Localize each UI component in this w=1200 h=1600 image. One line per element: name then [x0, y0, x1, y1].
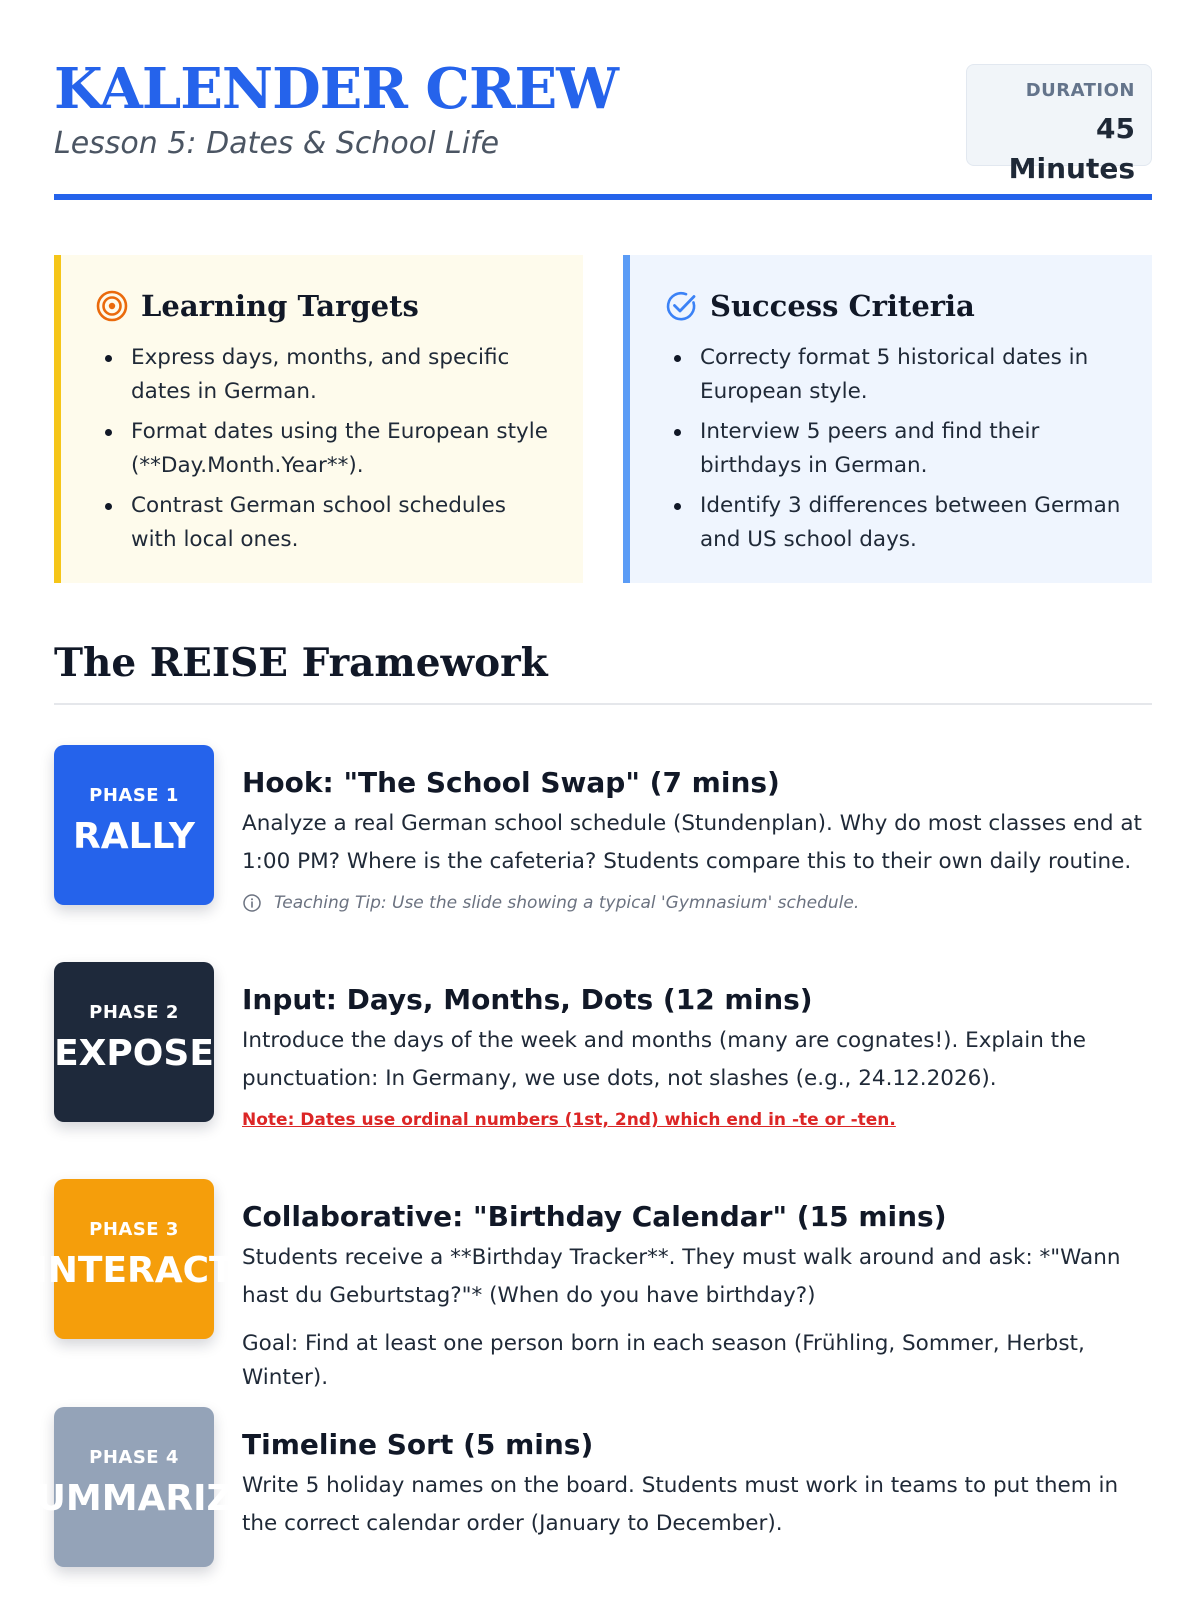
phase-name: SUMMARIZE	[10, 1478, 258, 1519]
lesson-subtitle: Lesson 5: Dates & School Life	[54, 126, 500, 161]
phase-content	[242, 1199, 1152, 1395]
phase-number: PHASE 1	[89, 785, 179, 806]
lesson-plan-page	[10, 0, 1152, 1600]
phase-description: Analyze a real German school schedule (Stundenplan). Why do most classes end at 1:00 PM? Where is the cafeteria? Students compare this to their own daily routine.	[242, 811, 1142, 874]
list-item: Express days, months, and specific dates in German.	[95, 341, 557, 409]
phase-goal: Goal: Find at least one person born in each season (Frühling, Sommer, Herbst, Winter).	[242, 1331, 1085, 1390]
page-title: KALENDER CREW	[54, 56, 619, 122]
list-item: Contrast German school schedules with local ones.	[95, 489, 557, 557]
header-divider	[54, 194, 1152, 200]
duration-card	[966, 64, 1152, 185]
list-item: Identify 3 differences between German and US school days.	[664, 489, 1126, 557]
framework-divider	[54, 703, 1152, 705]
list-item: Correcty format 5 historical dates in European style.	[664, 341, 1126, 409]
check-circle-icon	[664, 289, 698, 323]
phase-badge-interact	[34, 1179, 234, 1339]
phase-name: EXPOSE	[54, 1033, 214, 1074]
phase-name: INTERACT	[34, 1250, 234, 1291]
phase-badge-rally	[54, 745, 214, 905]
phase-title: Collaborative: "Birthday Calendar" (15 mins)	[242, 1200, 947, 1233]
phase-number: PHASE 3	[89, 1219, 179, 1240]
phase-number: PHASE 4	[89, 1447, 179, 1468]
learning-targets-header	[95, 285, 557, 327]
phase-badge-summarize	[10, 1407, 258, 1567]
teaching-tip-text: Teaching Tip: Use the slide showing a typical 'Gymnasium' schedule.	[274, 893, 860, 913]
learning-targets-box	[54, 255, 583, 583]
phase-name: RALLY	[73, 816, 195, 857]
phase-number: PHASE 2	[89, 1002, 179, 1023]
success-criteria-title: Success Criteria	[710, 289, 975, 323]
learning-targets-list	[95, 341, 557, 557]
phase-title: Timeline Sort (5 mins)	[242, 1428, 594, 1461]
success-criteria-list	[664, 341, 1126, 557]
phase-description: Students receive a **Birthday Tracker**. They must walk around and ask: *"Wann hast du Geburtstag?"* (When do you have birthday?)	[242, 1245, 1121, 1308]
phase-content	[242, 982, 1152, 1130]
phase-description: Introduce the days of the week and months (many are cognates!). Explain the punctuation: In Germany, we use dots, not slashes (e.g., 24.12.2026).	[242, 1028, 1086, 1091]
header	[54, 56, 1152, 202]
learning-targets-title: Learning Targets	[141, 289, 419, 323]
success-criteria-box	[623, 255, 1152, 583]
list-item: Interview 5 peers and find their birthdays in German.	[664, 415, 1126, 483]
phase-badge-expose	[54, 962, 214, 1122]
phase-title: Hook: "The School Swap" (7 mins)	[242, 766, 780, 799]
phase-title: Input: Days, Months, Dots (12 mins)	[242, 983, 813, 1016]
phase-description: Write 5 holiday names on the board. Students must work in teams to put them in the correct calendar order (January to December).	[242, 1473, 1119, 1536]
duration-label: DURATION	[1025, 80, 1135, 101]
list-item: Format dates using the European style (**Day.Month.Year**).	[95, 415, 557, 483]
phase-content	[242, 1427, 1152, 1543]
framework-heading: The REISE Framework	[54, 640, 548, 686]
target-icon	[95, 289, 129, 323]
info-icon	[242, 893, 262, 913]
phase-note: Note: Dates use ordinal numbers (1st, 2nd) which end in -te or -ten.	[242, 1110, 896, 1130]
duration-value: 45 Minutes	[1008, 112, 1135, 185]
teaching-tip	[242, 893, 1152, 913]
phase-content	[242, 765, 1152, 913]
success-criteria-header	[664, 285, 1126, 327]
